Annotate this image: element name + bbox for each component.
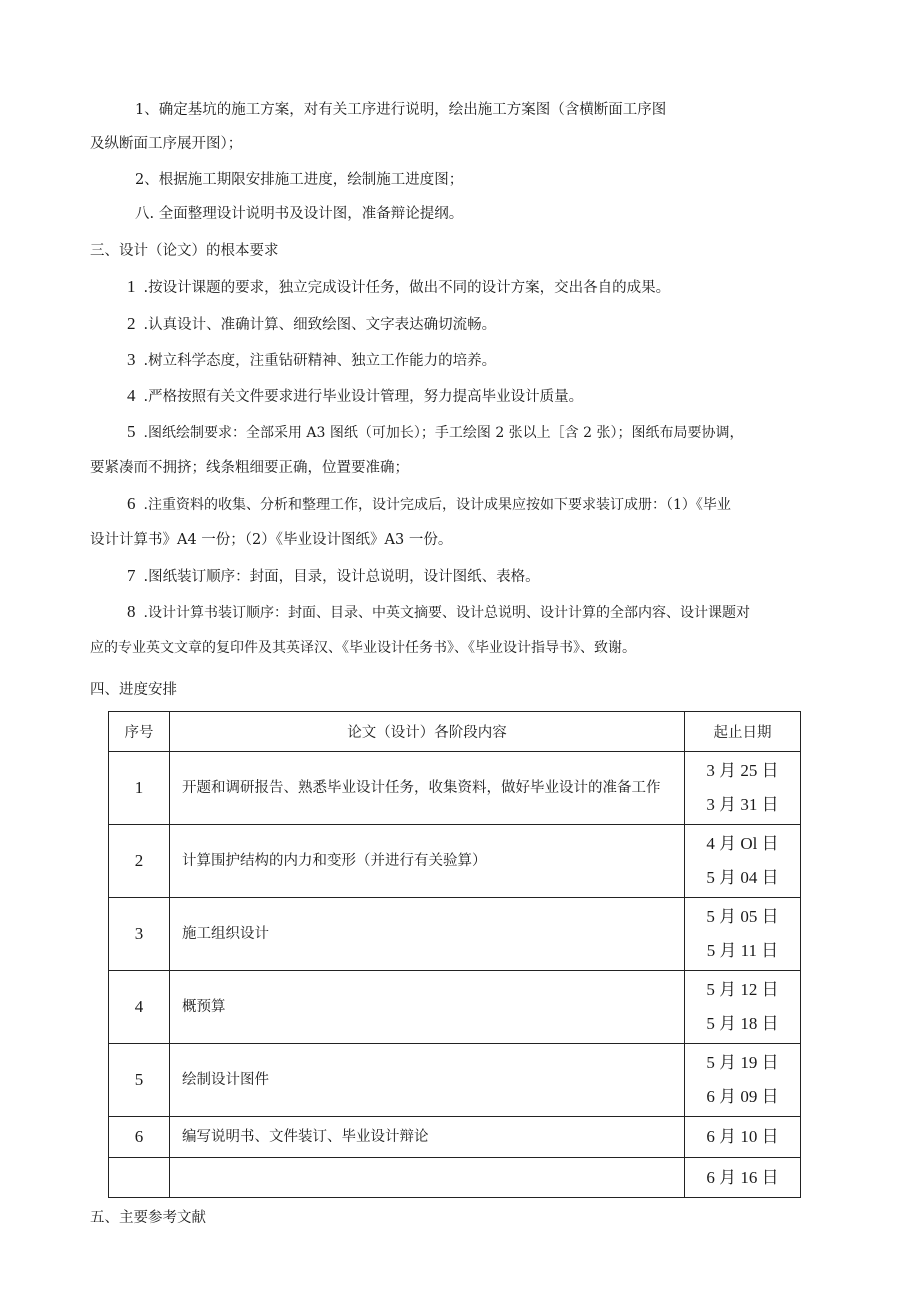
row-content-text: 编写说明书、文件装订、毕业设计辩论 [182, 1129, 429, 1145]
start-date: 5 月 19 日 [706, 1053, 779, 1072]
row-content-text: 概预算 [182, 999, 226, 1015]
table-row [109, 752, 801, 825]
item-number: 3 [127, 350, 136, 369]
row-content [170, 898, 685, 971]
table-row [109, 1117, 801, 1158]
row-dates [685, 1158, 801, 1198]
schedule-table [108, 711, 801, 1198]
end-date: 5 月 18 日 [706, 1014, 779, 1033]
requirement-item-8-cont: 应的专业英文文章的复印件及其英译汉、《毕业设计任务书》、《毕业设计指导书》、致谢。 [90, 640, 636, 656]
requirement-item-3 [127, 350, 496, 371]
end-date: 6 月 09 日 [706, 1087, 779, 1106]
table-row [109, 898, 801, 971]
row-dates [685, 825, 801, 898]
requirement-item-2 [127, 314, 496, 335]
requirement-item-1 [127, 277, 670, 298]
table-row [109, 825, 801, 898]
row-content [170, 971, 685, 1044]
row-index [109, 971, 170, 1044]
table-row [109, 1044, 801, 1117]
row-index-text: 5 [134, 1070, 144, 1089]
item-number: 4 [127, 386, 136, 405]
table-row [109, 1158, 801, 1198]
row-index-text: 4 [134, 997, 144, 1016]
row-index [109, 825, 170, 898]
paragraph-1-line-1: 1、确定基坑的施工方案，对有关工序进行说明，绘出施工方案图（含横断面工序图 [135, 102, 667, 118]
start-date: 4 月 Ol 日 [706, 834, 779, 853]
header-content: 论文（设计）各阶段内容 [170, 712, 685, 752]
item-text: .图纸绘制要求：全部采用 A3 图纸（可加长）；手工绘图 2 张以上［含 2 张）；图纸布局要协调， [143, 425, 744, 441]
item-number: 7 [127, 566, 136, 585]
requirement-item-8 [127, 602, 750, 623]
start-date: 5 月 12 日 [706, 980, 779, 999]
item-text: .严格按照有关文件要求进行毕业设计管理，努力提高毕业设计质量。 [143, 389, 584, 405]
row-dates [685, 1117, 801, 1158]
requirement-item-6 [127, 494, 731, 515]
section-3-heading: 三、设计（论文）的根本要求 [90, 243, 279, 259]
item-text: .图纸装订顺序：封面，目录，设计总说明，设计图纸、表格。 [143, 569, 540, 585]
item-text: .按设计课题的要求，独立完成设计任务，做出不同的设计方案，交出各自的成果。 [143, 280, 671, 296]
start-date: 5 月 05 日 [706, 907, 779, 926]
row-index [109, 1117, 170, 1158]
item-text: .树立科学态度，注重钻研精神、独立工作能力的培养。 [143, 353, 497, 369]
requirement-item-7 [127, 566, 540, 587]
paragraph-1-line-2: 及纵断面工序展开图）； [90, 136, 243, 152]
end-date: 5 月 11 日 [706, 941, 779, 960]
row-content-text: 绘制设计图件 [182, 1072, 269, 1088]
row-content-text: 开题和调研报告、熟悉毕业设计任务，收集资料，做好毕业设计的准备工作 [182, 780, 661, 796]
section-5-heading: 五、主要参考文献 [90, 1210, 206, 1226]
row-dates [685, 1044, 801, 1117]
row-content [170, 1158, 685, 1198]
row-content [170, 1117, 685, 1158]
end-date: 6 月 16 日 [706, 1167, 779, 1187]
paragraph-3: 八. 全面整理设计说明书及设计图，准备辩论提纲。 [135, 206, 464, 222]
item-text: .认真设计、准确计算、细致绘图、文字表达确切流畅。 [143, 317, 497, 333]
requirement-item-5-cont: 要紧凑而不拥挤；线条粗细要正确，位置要准确； [90, 460, 409, 476]
item-text: .注重资料的收集、分析和整理工作，设计完成后，设计成果应按如下要求装订成册：（1）《毕业 [143, 497, 731, 513]
row-index-text: 1 [134, 778, 144, 797]
table-header-row [109, 712, 801, 752]
row-dates [685, 971, 801, 1044]
row-content-text: 计算围护结构的内力和变形（并进行有关验算） [182, 853, 487, 869]
end-date: 3 月 31 日 [706, 795, 779, 814]
item-number: 6 [127, 494, 136, 513]
row-index [109, 752, 170, 825]
table-row [109, 971, 801, 1044]
row-content [170, 1044, 685, 1117]
start-date: 3 月 25 日 [706, 761, 779, 780]
row-index-text: 3 [134, 924, 144, 943]
item-number: 8 [127, 602, 136, 621]
header-dates: 起止日期 [685, 712, 801, 752]
item-number: 2 [127, 314, 136, 333]
row-content [170, 825, 685, 898]
row-dates [685, 898, 801, 971]
item-number: 5 [127, 422, 136, 441]
paragraph-2: 2、根据施工期限安排施工进度，绘制施工进度图； [135, 172, 464, 188]
item-text: .设计计算书装订顺序：封面、目录、中英文摘要、设计总说明、设计计算的全部内容、设计课题对 [143, 605, 750, 621]
requirement-item-5 [127, 422, 743, 443]
row-index [109, 1044, 170, 1117]
row-content [170, 752, 685, 825]
row-content-text: 施工组织设计 [182, 926, 269, 942]
header-index: 序号 [109, 712, 170, 752]
row-index [109, 898, 170, 971]
requirement-item-4 [127, 386, 583, 407]
section-4-heading: 四、进度安排 [90, 682, 177, 698]
row-index-text: 6 [134, 1127, 144, 1146]
row-index-text: 2 [134, 851, 144, 870]
row-index [109, 1158, 170, 1198]
end-date: 5 月 04 日 [706, 868, 779, 887]
start-date: 6 月 10 日 [706, 1127, 779, 1146]
item-number: 1 [127, 277, 136, 296]
row-dates [685, 752, 801, 825]
requirement-item-6-cont: 设计计算书》A4 一份；（2）《毕业设计图纸》A3 一份。 [90, 532, 453, 548]
